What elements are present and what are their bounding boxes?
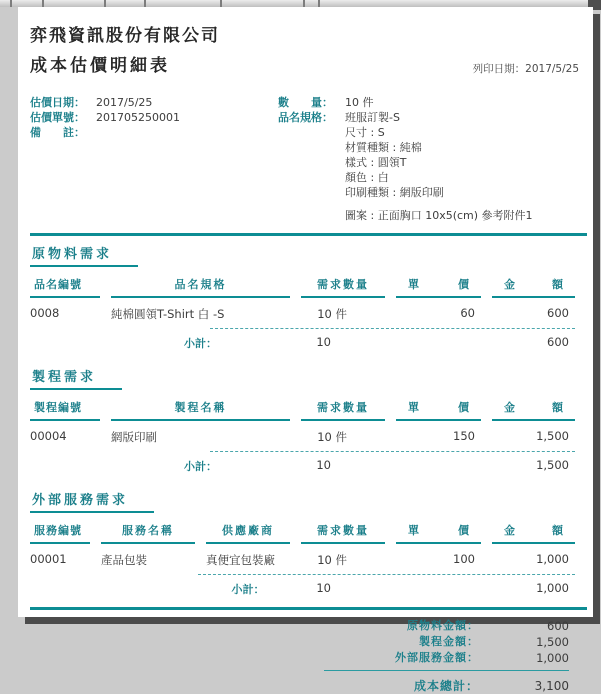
col-header-unit-price: 單 價 <box>396 276 481 298</box>
col-header-service-name: 服務名稱 <box>101 522 195 544</box>
quantity-label: 數 量： <box>278 96 333 109</box>
external-service-total-value: 1,000 <box>536 651 569 665</box>
quantity-row <box>278 95 587 110</box>
subtotal-label: 小計： <box>231 583 265 596</box>
external-service-title: 外部服務需求 <box>30 489 154 513</box>
service-name: 產品包裝 <box>101 553 147 567</box>
print-date-label: 列印日期： <box>472 63 526 75</box>
col-header-process-name: 製程名稱 <box>111 399 290 421</box>
grand-total-label: 成本總計： <box>413 679 479 693</box>
spreadsheet-top-edge <box>0 0 601 7</box>
spec-detail-color: 顏色 : 白 <box>345 171 389 184</box>
remark-row <box>30 125 278 140</box>
external-service-data-row <box>30 544 575 574</box>
col-header-unit-price: 單 價 <box>396 399 481 421</box>
estimate-number-value: 201705250001 <box>96 111 180 124</box>
spreadsheet-gridline <box>144 0 146 7</box>
spec-detail-material: 材質種類 : 純棉 <box>345 141 422 154</box>
estimate-number-row <box>30 110 278 125</box>
item-name: 純棉圓領T-Shirt 白 -S <box>111 307 225 321</box>
col-header-qty: 需求數量 <box>301 399 385 421</box>
col-header-amount: 金 額 <box>492 522 575 544</box>
estimate-date-row <box>30 95 278 110</box>
document-page <box>18 7 593 693</box>
raw-material-total-row <box>30 618 569 634</box>
col-header-amount: 金 額 <box>492 399 575 421</box>
spreadsheet-gridline <box>42 0 44 7</box>
external-service-total-label: 外部服務金額： <box>395 651 479 664</box>
spreadsheet-gridline <box>220 0 222 7</box>
title-row <box>30 51 587 76</box>
raw-material-total-value: 600 <box>547 619 569 633</box>
item-amount: 600 <box>547 306 569 320</box>
product-spec-label: 品名規格： <box>278 111 333 124</box>
col-header-service-code: 服務編號 <box>30 522 90 544</box>
estimate-date-label: 估價日期： <box>30 96 85 109</box>
raw-material-total-label: 原物料金額： <box>407 619 479 632</box>
external-service-total-row <box>30 650 569 666</box>
spreadsheet-gridline <box>10 0 12 7</box>
raw-material-subtotal-row <box>30 329 575 359</box>
process-qty: 10 件 <box>317 430 347 444</box>
spreadsheet-gridline <box>104 0 106 7</box>
item-price: 60 <box>460 306 475 320</box>
col-header-qty: 需求數量 <box>301 522 385 544</box>
process-title: 製程需求 <box>30 366 122 390</box>
item-qty: 10 件 <box>317 307 347 321</box>
process-subtotal-row <box>30 452 575 482</box>
raw-material-title: 原物料需求 <box>30 243 138 267</box>
subtotal-qty: 10 <box>316 581 331 595</box>
subtotal-amount: 600 <box>547 335 569 349</box>
service-amount: 1,000 <box>536 552 569 566</box>
spec-detail-size: 尺寸 : S <box>345 126 385 139</box>
print-date-value: 2017/5/25 <box>525 63 579 75</box>
process-name: 網版印刷 <box>111 430 157 444</box>
subtotal-label: 小計： <box>184 337 217 350</box>
external-service-header-row <box>30 522 575 544</box>
print-date <box>473 61 587 76</box>
subtotal-amount: 1,500 <box>536 458 569 472</box>
product-spec-value: 班服訂製-S <box>345 111 400 124</box>
service-price: 100 <box>453 552 475 566</box>
spec-detail-print-type: 印刷種類 : 網版印刷 <box>345 186 444 199</box>
col-header-supplier: 供應廠商 <box>206 522 290 544</box>
col-header-amount: 金 額 <box>492 276 575 298</box>
remark-label: 備 註： <box>30 126 85 139</box>
raw-material-data-row <box>30 298 575 328</box>
col-header-item-code: 品名編號 <box>30 276 100 298</box>
grand-total-value: 3,100 <box>534 679 569 693</box>
pattern-note: 圖案 : 正面胸口 10x5(cm) 參考附件1 <box>345 209 533 222</box>
service-qty: 10 件 <box>317 553 347 567</box>
process-code: 00004 <box>30 429 67 443</box>
grand-total-row <box>30 678 569 694</box>
subtotal-qty: 10 <box>316 335 331 349</box>
estimate-date-value: 2017/5/25 <box>96 96 153 109</box>
raw-material-section <box>30 236 587 359</box>
spec-detail-style: 樣式 : 圓領T <box>345 156 407 169</box>
quantity-value: 10 件 <box>345 96 374 109</box>
estimate-info-left <box>30 95 278 223</box>
service-code: 00001 <box>30 552 67 566</box>
subtotal-label: 小計： <box>184 460 217 473</box>
estimate-info <box>30 95 587 223</box>
process-price: 150 <box>453 429 475 443</box>
process-total-label: 製程金額： <box>419 635 479 648</box>
product-spec-row <box>278 110 587 125</box>
col-header-qty: 需求數量 <box>301 276 385 298</box>
process-total-row <box>30 634 569 650</box>
cost-summary <box>30 618 569 694</box>
process-section <box>30 359 587 482</box>
estimate-number-label: 估價單號： <box>30 111 85 124</box>
divider-thick-bottom <box>30 607 587 610</box>
process-data-row <box>30 421 575 451</box>
spreadsheet-gridline <box>303 0 305 7</box>
external-service-section <box>30 482 587 605</box>
raw-material-header-row <box>30 276 575 298</box>
subtotal-qty: 10 <box>316 458 331 472</box>
grand-total-divider <box>324 670 569 671</box>
process-header-row <box>30 399 575 421</box>
process-amount: 1,500 <box>536 429 569 443</box>
document-title: 成本估價明細表 <box>30 56 170 76</box>
col-header-item-name: 品名規格 <box>111 276 290 298</box>
subtotal-amount: 1,000 <box>536 581 569 595</box>
process-total-value: 1,500 <box>536 635 569 649</box>
spreadsheet-gridline <box>318 0 320 7</box>
company-name: 弈飛資訊股份有限公司 <box>30 26 220 46</box>
external-service-subtotal-row <box>30 575 575 605</box>
col-header-unit-price: 單 價 <box>396 522 481 544</box>
estimate-info-right <box>278 95 587 223</box>
service-supplier: 真便宜包裝廠 <box>206 553 275 567</box>
col-header-process-code: 製程編號 <box>30 399 100 421</box>
item-code: 0008 <box>30 306 60 320</box>
